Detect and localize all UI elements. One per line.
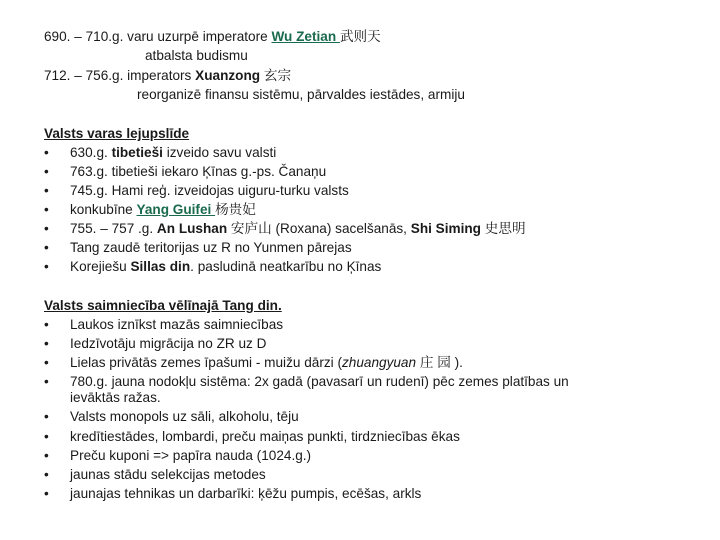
bullet-icon: • — [44, 336, 49, 351]
yang-guifei-link[interactable]: Yang Guifei — [136, 202, 216, 217]
bullet-icon: • — [44, 202, 49, 217]
bullet-icon: • — [44, 486, 49, 501]
economy-heading: Valsts saimniecība vēlīnajā Tang din. — [44, 298, 282, 313]
bullet-icon: • — [44, 164, 49, 179]
bullet-icon: • — [44, 145, 49, 160]
bullet-icon: • — [44, 355, 49, 370]
bullet-icon: • — [44, 259, 49, 274]
bullet-icon: • — [44, 183, 49, 198]
bullet-icon: • — [44, 409, 49, 424]
intro-line-reorganize: reorganizē finansu sistēmu, pārvaldes iestādes, armiju — [137, 87, 465, 102]
bullet-icon: • — [44, 448, 49, 463]
wu-zetian-link[interactable]: Wu Zetian — [271, 29, 340, 44]
intro-line-xuanzong: 712. – 756.g. imperators Xuanzong 玄宗 — [44, 68, 292, 83]
bullet-icon: • — [44, 429, 49, 444]
intro-line-wu-zetian: 690. – 710.g. varu uzurpē imperatore Wu Zetian 武则天 — [44, 29, 381, 44]
bullet-icon: • — [44, 317, 49, 332]
intro-line-buddhism: atbalsta budismu — [145, 48, 248, 63]
bullet-icon: • — [44, 374, 49, 389]
bullet-icon: • — [44, 240, 49, 255]
decline-heading: Valsts varas lejupslīde — [44, 126, 190, 141]
bullet-icon: • — [44, 467, 49, 482]
bullet-icon: • — [44, 221, 49, 236]
